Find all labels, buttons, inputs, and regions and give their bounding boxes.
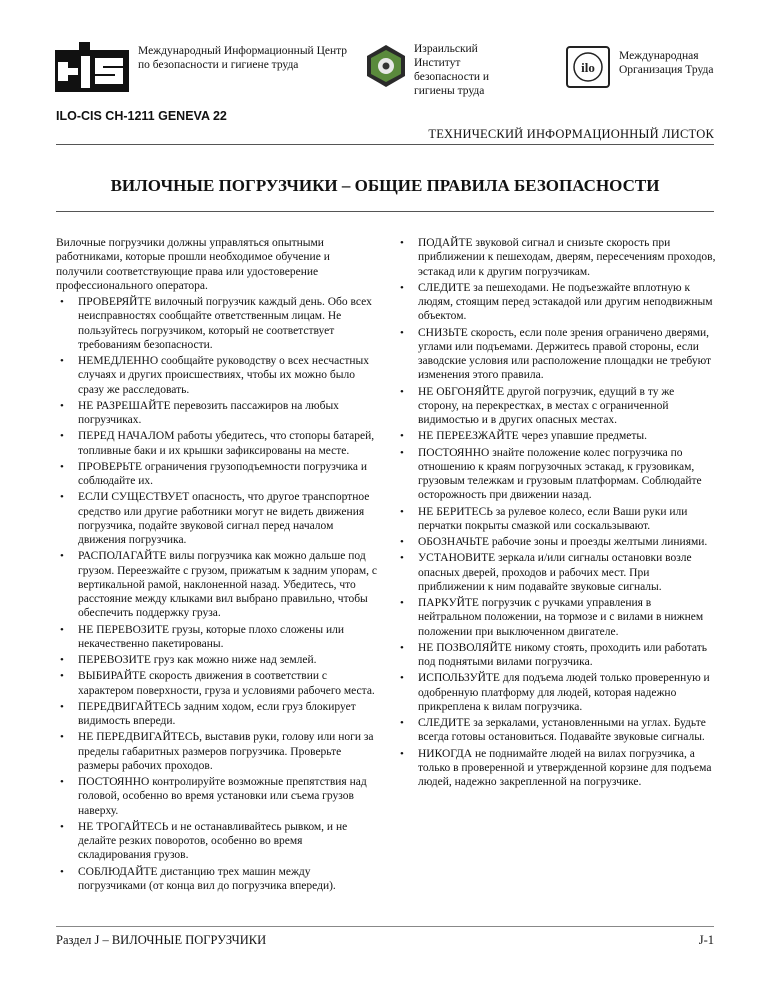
list-item: • ПАРКУЙТЕ погрузчик с ручками управления в нейтральном положении, на тормозе и с вилами в нижнем положении при выключенном двигателе. <box>396 596 716 639</box>
list-item: • ПОДАЙТЕ звуковой сигнал и снизьте скорость при приближении к пешеходам, дверям, пересечениям проходов, эстакад или к другим погрузчикам. <box>396 236 716 279</box>
list-item: • СОБЛЮДАЙТЕ дистанцию трех машин между погрузчиками (от конца вил до погрузчика впереди). <box>56 865 378 894</box>
left-rule-list <box>56 295 378 893</box>
list-item: • ПРОВЕРЬТЕ ограничения грузоподъемности погрузчика и соблюдайте их. <box>56 460 378 489</box>
list-item: • ИСПОЛЬЗУЙТЕ для подъема людей только проверенную и одобренную платформу для людей, которая надежно прикреплена к вилам погрузчика. <box>396 671 716 714</box>
top-divider <box>56 144 714 145</box>
ilo-org-name: Международная Организация Труда <box>619 50 714 76</box>
list-item: • НЕ БЕРИТЕСЬ за рулевое колесо, если Ваши руки или перчатки покрыты смазкой или соскальзывают. <box>396 505 716 534</box>
list-item: • ПОСТОЯННО знайте положение колес погрузчика по отношению к краям погрузочных эстакад, к грузовикам, грузовым тележкам и грузовым платформам. Соблюдайте осторожность при движении назад. <box>396 446 716 503</box>
list-item: • УСТАНОВИТЕ зеркала и/или сигналы остановки возле опасных дверей, проходов и рабочих мест. При приближении к ним подавайте звуковые сигналы. <box>396 551 716 594</box>
cis-address: ILO-CIS CH-1211 GENEVA 22 <box>56 109 227 123</box>
list-item: • СЛЕДИТЕ за пешеходами. Не подъезжайте вплотную к людям, стоящим перед эстакадой или другим неподвижным объектом. <box>396 281 716 324</box>
page-number: J-1 <box>698 933 714 947</box>
right-column <box>396 236 716 791</box>
ilo-logo-icon <box>566 46 610 88</box>
list-item: • НИКОГДА не поднимайте людей на вилах погрузчика, а только в проверенной и утвержденной корзине для подъема людей, надежно закрепленной на погрузчике. <box>396 747 716 790</box>
list-item: • ЕСЛИ СУЩЕСТВУЕТ опасность, что другое транспортное средство или другие работники могут не видеть движения погрузчика, подайте звуковой сигнал перед началом движения погрузчика. <box>56 490 378 547</box>
list-item: • РАСПОЛАГАЙТЕ вилы погрузчика как можно дальше под грузом. Переезжайте с грузом, прижатым к задним упорам, с вертикальной рамой, наклоненной назад. Убедитесь, что расстояние между клыками вил выбрано правильно, чтобы обеспечить поддержку груза. <box>56 549 378 620</box>
list-item: • НЕ ОБГОНЯЙТЕ другой погрузчик, едущий в ту же сторону, на перекрестках, в местах с ограниченной видимостью и в других опасных местах. <box>396 385 716 428</box>
list-item: • НЕ ПЕРЕВОЗИТЕ грузы, которые плохо сложены или некачественно пакетированы. <box>56 623 378 652</box>
list-item: • НЕМЕДЛЕННО сообщайте руководству о всех несчастных случаях и других происшествиях, чтобы их можно было сразу же расследовать. <box>56 354 378 397</box>
intro-paragraph: Вилочные погрузчики должны управляться опытными работниками, которые прошли необходимое обучение и получили соответствующие права или удостоверение профессионального оператора. <box>56 237 330 292</box>
list-item: • ПЕРЕД НАЧАЛОМ работы убедитесь, что стопоры батарей, топливные баки и их крышки зафиксированы на месте. <box>56 429 378 458</box>
list-item: • ВЫБИРАЙТЕ скорость движения в соответствии с характером поверхности, груза и условиями рабочего места. <box>56 669 378 698</box>
list-item: • ОБОЗНАЧЬТЕ рабочие зоны и проезды желтыми линиями. <box>396 535 716 549</box>
list-item: • НЕ ПЕРЕЕЗЖАЙТЕ через упавшие предметы. <box>396 429 716 443</box>
list-item: • ПОСТОЯННО контролируйте возможные препятствия над головой, особенно во время установки или съема грузов наверху. <box>56 775 378 818</box>
list-item: • СЛЕДИТЕ за зеркалами, установленными на углах. Будьте всегда готовы остановиться. Подавайте звуковые сигналы. <box>396 716 716 745</box>
cis-org-name: Международный Информационный Центр по безопасности и гигиене труда <box>138 45 348 71</box>
list-item: • НЕ ТРОГАЙТЕСЬ и не останавливайтесь рывком, и не делайте резких поворотов, особенно во время складирования грузов. <box>56 820 378 863</box>
left-column <box>56 236 378 895</box>
list-item: • ПРОВЕРЯЙТЕ вилочный погрузчик каждый день. Обо всех неисправностях сообщайте ответственным лицам. Не пользуйтесь погрузчиком, который не соответствует требованиям безопасности. <box>56 295 378 352</box>
list-item: • НЕ ПОЗВОЛЯЙТЕ никому стоять, проходить или работать под поднятыми вилами погрузчика. <box>396 641 716 670</box>
sheet-type: ТЕХНИЧЕСКИЙ ИНФОРМАЦИОННЫЙ ЛИСТОК <box>428 127 714 141</box>
page-title: ВИЛОЧНЫЕ ПОГРУЗЧИКИ – ОБЩИЕ ПРАВИЛА БЕЗОПАСНОСТИ <box>110 176 660 195</box>
list-item: • ПЕРЕВОЗИТЕ груз как можно ниже над землей. <box>56 653 378 667</box>
footer-divider <box>56 926 714 927</box>
title-divider <box>56 211 714 212</box>
footer-section: Раздел J – ВИЛОЧНЫЕ ПОГРУЗЧИКИ <box>56 933 267 947</box>
israel-institute-logo-icon <box>365 44 407 88</box>
cis-logo-icon <box>55 42 129 92</box>
list-item: • НЕ ПЕРЕДВИГАЙТЕСЬ, выставив руки, голову или ноги за пределы габаритных размеров погрузчика. Проверьте размеры рабочих проходов. <box>56 730 378 773</box>
svg-text:ilo: ilo <box>581 60 595 75</box>
right-rule-list <box>396 236 716 789</box>
list-item: • ПЕРЕДВИГАЙТЕСЬ задним ходом, если груз блокирует видимость впереди. <box>56 700 378 729</box>
israel-org-name: Израильский Институт безопасности и гигиены труда <box>414 43 490 97</box>
list-item: • НЕ РАЗРЕШАЙТЕ перевозить пассажиров на любых погрузчиках. <box>56 399 378 428</box>
list-item: • СНИЗЬТЕ скорость, если поле зрения ограничено дверями, углами или подъемами. Держитесь правой стороны, если заводские условия или расположение площадки не требуют изменения этого правила. <box>396 326 716 383</box>
